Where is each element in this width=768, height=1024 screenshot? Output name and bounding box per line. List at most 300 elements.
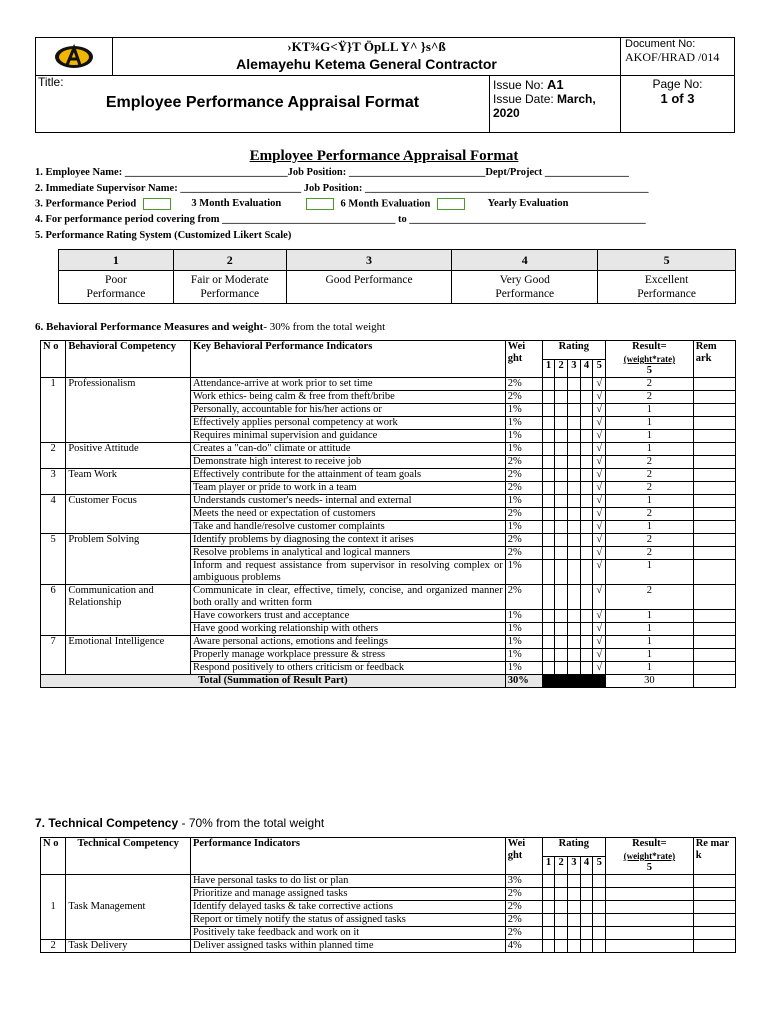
- rating-cell[interactable]: [555, 378, 568, 391]
- rating-check[interactable]: √: [593, 649, 606, 662]
- scale-number: 4: [452, 250, 598, 271]
- col-header-weight: Wei ght: [505, 838, 542, 875]
- table-row: [41, 469, 736, 482]
- rating-cell[interactable]: [580, 521, 593, 534]
- weight-cell: 2%: [505, 585, 542, 610]
- scale-number: 3: [286, 250, 452, 271]
- performance-period-line: [35, 198, 568, 210]
- rating-cell[interactable]: [580, 875, 593, 888]
- remark-cell[interactable]: [693, 875, 735, 888]
- rating-cell[interactable]: [555, 547, 568, 560]
- rating-cell[interactable]: [580, 623, 593, 636]
- rating-check[interactable]: √: [593, 443, 606, 456]
- rating-cell[interactable]: [555, 417, 568, 430]
- remark-cell[interactable]: [693, 456, 735, 469]
- rating-cell[interactable]: [568, 914, 581, 927]
- competency-number: 1: [41, 378, 66, 443]
- rating-num: 3: [568, 856, 581, 875]
- rating-cell[interactable]: [568, 417, 581, 430]
- result-cell: 2: [606, 547, 694, 560]
- remark-cell[interactable]: [693, 482, 735, 495]
- result-cell: 2: [606, 469, 694, 482]
- rating-cell[interactable]: [568, 560, 581, 585]
- rating-cell[interactable]: [542, 482, 555, 495]
- rating-cell[interactable]: [542, 404, 555, 417]
- col-header-no: N o: [41, 838, 66, 875]
- rating-cell[interactable]: [568, 391, 581, 404]
- weight-cell: 2%: [505, 482, 542, 495]
- col-header-competency: Behavioral Competency: [66, 341, 191, 378]
- rating-cell[interactable]: [580, 508, 593, 521]
- rating-cell[interactable]: [542, 901, 555, 914]
- issue-date-label: Issue Date:: [493, 92, 554, 106]
- kpi-cell: Work ethics- being calm & free from theft/bribe: [190, 391, 505, 404]
- rating-cell[interactable]: [580, 662, 593, 675]
- kpi-cell: Properly manage workplace pressure & stress: [190, 649, 505, 662]
- weight-cell: 1%: [505, 521, 542, 534]
- title-label: Title:: [38, 75, 64, 89]
- rating-cell[interactable]: [555, 901, 568, 914]
- rating-cell[interactable]: [568, 610, 581, 623]
- scale-number: 2: [173, 250, 286, 271]
- rating-check[interactable]: √: [593, 560, 606, 585]
- rating-cell[interactable]: [580, 888, 593, 901]
- kpi-cell: Creates a "can-do" climate or attitude: [190, 443, 505, 456]
- rating-cell[interactable]: [542, 521, 555, 534]
- result-cell: 1: [606, 623, 694, 636]
- total-result: 30: [606, 675, 694, 688]
- rating-check[interactable]: √: [593, 534, 606, 547]
- remark-cell[interactable]: [693, 888, 735, 901]
- rating-system-heading: 5. Performance Rating System (Customized Likert Scale): [35, 230, 292, 241]
- col-header-result: Result= (weight*rate) 5: [606, 341, 694, 378]
- kpi-cell: Demonstrate high interest to receive job: [190, 456, 505, 469]
- rating-cell[interactable]: [542, 547, 555, 560]
- rating-cell[interactable]: [580, 636, 593, 649]
- competency-name: Task Management: [66, 875, 191, 940]
- checkbox-3-month[interactable]: [143, 198, 171, 210]
- page-number: 1 of 3: [660, 91, 695, 106]
- rating-check[interactable]: √: [593, 662, 606, 675]
- result-cell: 1: [606, 521, 694, 534]
- remark-cell[interactable]: [693, 610, 735, 623]
- period-covering-line[interactable]: 4. For performance period covering from _________________________________ to _____________________________________________: [35, 214, 646, 225]
- rating-check[interactable]: √: [593, 456, 606, 469]
- rating-cell[interactable]: [580, 585, 593, 610]
- rating-cell[interactable]: [542, 914, 555, 927]
- rating-check[interactable]: √: [593, 508, 606, 521]
- result-cell: 1: [606, 417, 694, 430]
- rating-check[interactable]: √: [593, 378, 606, 391]
- rating-cell[interactable]: [555, 610, 568, 623]
- behavioral-table: [40, 340, 736, 688]
- rating-cell[interactable]: [542, 623, 555, 636]
- rating-cell[interactable]: [568, 927, 581, 940]
- rating-cell[interactable]: [568, 901, 581, 914]
- rating-cell[interactable]: [580, 456, 593, 469]
- supervisor-line[interactable]: 2. Immediate Supervisor Name: _______________________ Job Position: ______________________________________________________: [35, 183, 649, 194]
- remark-cell[interactable]: [693, 521, 735, 534]
- rating-cell[interactable]: [580, 417, 593, 430]
- document-title: Employee Performance Appraisal Format: [105, 94, 420, 111]
- rating-cell[interactable]: [542, 378, 555, 391]
- rating-cell[interactable]: [568, 430, 581, 443]
- rating-cell[interactable]: [568, 875, 581, 888]
- col-header-competency: Technical Competency: [66, 838, 191, 875]
- result-cell[interactable]: [606, 940, 694, 953]
- result-cell[interactable]: [606, 888, 694, 901]
- rating-cell[interactable]: [542, 495, 555, 508]
- rating-check[interactable]: √: [593, 547, 606, 560]
- remark-cell[interactable]: [693, 391, 735, 404]
- weight-cell: 1%: [505, 404, 542, 417]
- remark-cell[interactable]: [693, 901, 735, 914]
- rating-cell[interactable]: [580, 610, 593, 623]
- rating-num: 2: [555, 359, 568, 378]
- rating-cell[interactable]: [555, 443, 568, 456]
- rating-cell[interactable]: [580, 495, 593, 508]
- weight-cell: 2%: [505, 456, 542, 469]
- document-number-label: Document No:: [625, 38, 696, 50]
- weight-cell: 2%: [505, 914, 542, 927]
- rating-cell[interactable]: [568, 456, 581, 469]
- rating-cell[interactable]: [555, 482, 568, 495]
- result-cell[interactable]: [606, 914, 694, 927]
- competency-number: 1: [41, 875, 66, 940]
- remark-cell[interactable]: [693, 623, 735, 636]
- rating-cell[interactable]: [542, 875, 555, 888]
- rating-check[interactable]: √: [593, 482, 606, 495]
- rating-cell[interactable]: [568, 623, 581, 636]
- rating-cell[interactable]: [542, 649, 555, 662]
- rating-check[interactable]: √: [593, 404, 606, 417]
- kpi-cell: Have good working relationship with others: [190, 623, 505, 636]
- rating-cell[interactable]: [555, 560, 568, 585]
- rating-cell[interactable]: [568, 404, 581, 417]
- remark-cell[interactable]: [693, 636, 735, 649]
- kpi-cell: Communicate in clear, effective, timely, concise, and organized manner both orally and written form: [190, 585, 505, 610]
- rating-cell[interactable]: [580, 391, 593, 404]
- col-header-remark: Rem ark: [693, 341, 735, 378]
- remark-cell[interactable]: [693, 585, 735, 610]
- weight-cell: 2%: [505, 927, 542, 940]
- remark-cell[interactable]: [693, 404, 735, 417]
- total-weight: 30%: [505, 675, 542, 688]
- rating-cell[interactable]: [542, 662, 555, 675]
- competency-name: Emotional Intelligence: [66, 636, 191, 675]
- issue-date: March,: [557, 92, 596, 106]
- rating-cell[interactable]: [568, 378, 581, 391]
- rating-cell[interactable]: [542, 430, 555, 443]
- rating-cell[interactable]: [555, 927, 568, 940]
- rating-cell[interactable]: [555, 404, 568, 417]
- rating-cell[interactable]: [568, 495, 581, 508]
- result-cell: 1: [606, 495, 694, 508]
- rating-cell[interactable]: [542, 940, 555, 953]
- rating-check[interactable]: √: [593, 623, 606, 636]
- competency-number: 4: [41, 495, 66, 534]
- rating-cell[interactable]: [580, 469, 593, 482]
- table-row: [41, 585, 736, 610]
- competency-name: Positive Attitude: [66, 443, 191, 469]
- weight-cell: 2%: [505, 469, 542, 482]
- kpi-cell: Attendance-arrive at work prior to set time: [190, 378, 505, 391]
- weight-cell: 1%: [505, 649, 542, 662]
- indicator-cell: Prioritize and manage assigned tasks: [190, 888, 505, 901]
- rating-cell[interactable]: [580, 404, 593, 417]
- indicator-cell: Deliver assigned tasks within planned time: [190, 940, 505, 953]
- rating-cell[interactable]: [555, 875, 568, 888]
- remark-cell[interactable]: [693, 560, 735, 585]
- kpi-cell: Understands customer's needs- internal and external: [190, 495, 505, 508]
- rating-cell[interactable]: [568, 547, 581, 560]
- rating-check[interactable]: √: [593, 469, 606, 482]
- issue-year: 2020: [493, 106, 520, 120]
- remark-cell[interactable]: [693, 443, 735, 456]
- table-row: [41, 875, 736, 888]
- rating-num: 5: [593, 359, 606, 378]
- rating-cell[interactable]: [568, 585, 581, 610]
- table-row: [41, 443, 736, 456]
- rating-cell[interactable]: [542, 469, 555, 482]
- kpi-cell: Team player or pride to work in a team: [190, 482, 505, 495]
- kpi-cell: Aware personal actions, emotions and feelings: [190, 636, 505, 649]
- scale-label: Very Good Performance: [452, 271, 598, 304]
- rating-cell[interactable]: [542, 417, 555, 430]
- competency-number: 6: [41, 585, 66, 636]
- weight-cell: 1%: [505, 417, 542, 430]
- rating-cell[interactable]: [555, 940, 568, 953]
- remark-cell[interactable]: [693, 940, 735, 953]
- rating-check[interactable]: √: [593, 636, 606, 649]
- rating-cell[interactable]: [580, 443, 593, 456]
- rating-cell[interactable]: [555, 521, 568, 534]
- remark-cell[interactable]: [693, 378, 735, 391]
- rating-check[interactable]: √: [593, 391, 606, 404]
- rating-cell[interactable]: [542, 443, 555, 456]
- rating-num: 3: [568, 359, 581, 378]
- kpi-cell: Requires minimal supervision and guidance: [190, 430, 505, 443]
- total-remark: [693, 675, 735, 688]
- issue-cell: [490, 76, 621, 132]
- result-cell: 1: [606, 430, 694, 443]
- rating-check[interactable]: √: [593, 430, 606, 443]
- rating-cell[interactable]: [555, 662, 568, 675]
- rating-cell[interactable]: [555, 888, 568, 901]
- rating-cell[interactable]: [568, 649, 581, 662]
- rating-cell[interactable]: [593, 875, 606, 888]
- remark-cell[interactable]: [693, 914, 735, 927]
- kpi-cell: Effectively contribute for the attainment of team goals: [190, 469, 505, 482]
- rating-cell[interactable]: [542, 560, 555, 585]
- rating-cell[interactable]: [580, 547, 593, 560]
- company-name-cell: [113, 38, 621, 76]
- rating-num: 4: [580, 359, 593, 378]
- result-cell: 2: [606, 456, 694, 469]
- rating-cell[interactable]: [568, 469, 581, 482]
- company-name-amharic: ›KT¾G<Ÿ}T ÖpLL Y^ }s^ß: [287, 39, 446, 54]
- rating-cell[interactable]: [555, 508, 568, 521]
- rating-cell[interactable]: [580, 534, 593, 547]
- rating-cell[interactable]: [593, 927, 606, 940]
- rating-check[interactable]: √: [593, 495, 606, 508]
- rating-cell[interactable]: [555, 391, 568, 404]
- rating-cell[interactable]: [555, 585, 568, 610]
- page-number-label: Page No:: [652, 77, 703, 91]
- rating-cell[interactable]: [580, 378, 593, 391]
- result-cell[interactable]: [606, 875, 694, 888]
- total-label: Total (Summation of Result Part): [41, 675, 506, 688]
- rating-cell[interactable]: [580, 940, 593, 953]
- table-row: [41, 940, 736, 953]
- rating-cell[interactable]: [593, 940, 606, 953]
- option-3-month-label: 3 Month Evaluation: [191, 198, 282, 210]
- rating-cell[interactable]: [542, 585, 555, 610]
- rating-cell[interactable]: [593, 888, 606, 901]
- rating-cell[interactable]: [542, 888, 555, 901]
- competency-number: 5: [41, 534, 66, 585]
- remark-cell[interactable]: [693, 662, 735, 675]
- rating-cell[interactable]: [555, 649, 568, 662]
- rating-cell[interactable]: [568, 482, 581, 495]
- competency-number: 7: [41, 636, 66, 675]
- remark-cell[interactable]: [693, 649, 735, 662]
- result-cell: 1: [606, 649, 694, 662]
- kpi-cell: Have coworkers trust and acceptance: [190, 610, 505, 623]
- remark-cell[interactable]: [693, 430, 735, 443]
- scale-label: Fair or Moderate Performance: [173, 271, 286, 304]
- rating-cell[interactable]: [580, 560, 593, 585]
- rating-cell[interactable]: [542, 636, 555, 649]
- scale-number: 1: [59, 250, 174, 271]
- remark-cell[interactable]: [693, 495, 735, 508]
- rating-cell[interactable]: [555, 495, 568, 508]
- rating-cell[interactable]: [555, 636, 568, 649]
- result-cell[interactable]: [606, 901, 694, 914]
- technical-table: [40, 837, 736, 953]
- kpi-cell: Personally, accountable for his/her actions or: [190, 404, 505, 417]
- rating-cell[interactable]: [568, 662, 581, 675]
- rating-num: 5: [593, 856, 606, 875]
- table-row: [41, 636, 736, 649]
- form-title: Employee Performance Appraisal Format: [249, 148, 519, 164]
- rating-cell[interactable]: [593, 901, 606, 914]
- rating-cell[interactable]: [542, 391, 555, 404]
- col-header-rating: Rating: [542, 341, 605, 360]
- rating-cell[interactable]: [593, 914, 606, 927]
- table-row: [41, 495, 736, 508]
- remark-cell[interactable]: [693, 534, 735, 547]
- rating-cell[interactable]: [555, 456, 568, 469]
- remark-cell[interactable]: [693, 508, 735, 521]
- kpi-cell: Effectively applies personal competency at work: [190, 417, 505, 430]
- scale-label-row: [59, 271, 736, 304]
- logo-icon: [36, 38, 112, 75]
- result-cell: 2: [606, 534, 694, 547]
- result-cell: 2: [606, 482, 694, 495]
- competency-name: Team Work: [66, 469, 191, 495]
- rating-cell[interactable]: [542, 610, 555, 623]
- rating-cell[interactable]: [555, 914, 568, 927]
- total-row: [41, 675, 736, 688]
- checkbox-yearly[interactable]: [437, 198, 465, 210]
- rating-check[interactable]: √: [593, 585, 606, 610]
- remark-cell[interactable]: [693, 547, 735, 560]
- kpi-cell: Meets the need or expectation of customers: [190, 508, 505, 521]
- remark-cell[interactable]: [693, 469, 735, 482]
- rating-cell[interactable]: [568, 521, 581, 534]
- weight-cell: 2%: [505, 534, 542, 547]
- col-header-remark: Re mar k: [693, 838, 735, 875]
- weight-cell: 4%: [505, 940, 542, 953]
- rating-cell[interactable]: [580, 649, 593, 662]
- kpi-cell: Respond positively to others criticism or feedback: [190, 662, 505, 675]
- rating-cell[interactable]: [580, 901, 593, 914]
- weight-cell: 2%: [505, 901, 542, 914]
- rating-cell[interactable]: [568, 443, 581, 456]
- result-cell[interactable]: [606, 927, 694, 940]
- scale-label: Good Performance: [286, 271, 452, 304]
- rating-cell[interactable]: [580, 482, 593, 495]
- rating-cell[interactable]: [542, 508, 555, 521]
- rating-cell[interactable]: [568, 940, 581, 953]
- result-cell: 2: [606, 585, 694, 610]
- rating-cell[interactable]: [542, 927, 555, 940]
- rating-check[interactable]: √: [593, 610, 606, 623]
- rating-cell[interactable]: [555, 469, 568, 482]
- rating-cell[interactable]: [580, 927, 593, 940]
- rating-num: 4: [580, 856, 593, 875]
- rating-cell[interactable]: [568, 534, 581, 547]
- rating-cell[interactable]: [568, 508, 581, 521]
- rating-cell[interactable]: [568, 636, 581, 649]
- issue-no: A1: [547, 77, 564, 92]
- rating-cell[interactable]: [542, 456, 555, 469]
- rating-cell[interactable]: [555, 534, 568, 547]
- col-header-rating: Rating: [542, 838, 605, 857]
- rating-cell[interactable]: [542, 534, 555, 547]
- company-logo: [36, 38, 113, 76]
- document-header: [35, 37, 735, 133]
- kpi-cell: Identify problems by diagnosing the context it arises: [190, 534, 505, 547]
- technical-heading: 7. Technical Competency - 70% from the total weight: [35, 816, 325, 830]
- rating-cell[interactable]: [555, 623, 568, 636]
- checkbox-6-month[interactable]: [306, 198, 334, 210]
- indicator-cell: Positively take feedback and work on it: [190, 927, 505, 940]
- rating-cell[interactable]: [568, 888, 581, 901]
- rating-check[interactable]: √: [593, 417, 606, 430]
- remark-cell[interactable]: [693, 417, 735, 430]
- col-header-kpi: Key Behavioral Performance Indicators: [190, 341, 505, 378]
- title-cell: [36, 76, 490, 132]
- behavioral-heading: 6. Behavioral Performance Measures and weight- 30% from the total weight: [35, 321, 386, 333]
- result-cell: 1: [606, 662, 694, 675]
- weight-cell: 1%: [505, 495, 542, 508]
- employee-name-line[interactable]: 1. Employee Name: _______________________________Job Position: __________________________Dept/Project ________________: [35, 167, 629, 178]
- rating-check[interactable]: √: [593, 521, 606, 534]
- rating-cell[interactable]: [555, 430, 568, 443]
- weight-cell: 1%: [505, 623, 542, 636]
- indicator-cell: Have personal tasks to do list or plan: [190, 875, 505, 888]
- remark-cell[interactable]: [693, 927, 735, 940]
- rating-cell[interactable]: [580, 430, 593, 443]
- weight-cell: 1%: [505, 610, 542, 623]
- kpi-cell: Inform and request assistance from supervisor in resolving complex or ambiguous problems: [190, 560, 505, 585]
- weight-cell: 2%: [505, 547, 542, 560]
- col-header-no: N o: [41, 341, 66, 378]
- rating-cell[interactable]: [580, 914, 593, 927]
- option-yearly-label: Yearly Evaluation: [487, 198, 569, 210]
